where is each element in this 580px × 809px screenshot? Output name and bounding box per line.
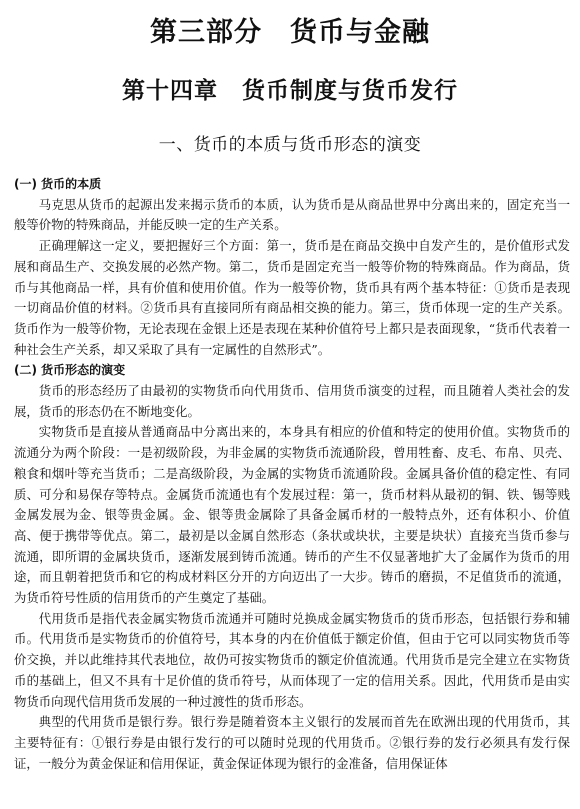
paragraph: 实物货币是直接从普通商品中分离出来的，本身具有相应的价值和特定的使用价值。实物货币的流通分为两个阶段：一是初级阶段，为非金属的实物货币流通阶段，曾用牲畜、皮毛、布帛、贝壳、粮食和烟叶等充当货币；二是高级阶段，为金属的实物货币流通阶段。金属具备价值的稳定性、有同质、可分和易保存等特点。金属货币流通也有个发展过程：第一，货币材料从最初的铜、铁、锡等贱金属发展为金、银等贵金属。金、银等贵金属除了具备金属币材的一般特点外，还有体积小、价值高、便于携带等优点。第二，最初是以金属自然形态（条状或块状，主要是块状）直接充当货币参与流通，即所谓的金属块货币，逐渐发展到铸币流通。铸币的产生不仅显著地扩大了金属作为货币的用途，而且朝着把货币和它的构成材料区分开的方向迈出了一大步。铸币的磨损，不足值货币的流通，为货币符号性质的信用货币的产生奠定了基础。 [14,424,570,606]
paragraph: 马克思从货币的起源出发来揭示货币的本质，认为货币是从商品世界中分离出来的，固定充当一般等价物的特殊商品，并能反映一定的生产关系。 [14,196,570,233]
chapter-title: 第十四章 货币制度与货币发行 [122,78,458,104]
part-title: 第三部分 货币与金融 [150,17,430,48]
paragraph: 货币的形态经历了由最初的实物货币向代用货币、信用货币演变的过程，而且随着人类社会的发展，货币的形态仍在不断地变化。 [14,383,570,419]
document-body [14,174,570,774]
subheading-money-essence: (一) 货币的本质 [14,177,102,191]
section-title: 一、货币的本质与货币形态的演变 [158,135,422,155]
paragraph: 代用货币是指代表金属实物货币流通并可随时兑换成金属实物货币的货币形态，包括银行券和辅币。代用货币是实物货币的价值符号，其本身的内在价值低于额定价值，但由于它可以同实物货币等价交换，并以此维持其代表地位，故仍可按实物货币的额定价值流通。代用货币是完全建立在实物货币的基础上，但又不具有十足价值的货币符号，从而体现了一定的信用关系。因此，代用货币是由实物货币向现代信用货币发展的一种过渡性的货币形态。 [14,610,570,709]
paragraph: 典型的代用货币是银行券。银行券是随着资本主义银行的发展而首先在欧洲出现的代用货币，其主要特征有：①银行券是由银行发行的可以随时兑现的代用货币。②银行券的发行必须具有发行保证，一般分为黄金保证和信用保证，黄金保证体现为银行的金准备，信用保证体 [14,714,570,771]
section-money-evolution [14,360,570,774]
section-money-essence [14,174,570,360]
subheading-money-evolution: (二) 货币形态的演变 [14,363,126,378]
paragraph: 正确理解这一定义，要把握好三个方面：第一，货币是在商品交换中自发产生的，是价值形式发展和商品生产、交换发展的必然产物。第二，货币是固定充当一般等价物的特殊商品。作为商品，货币与其他商品一样，具有价值和使用价值。作为一般等价物，货币具有两个基本特征：①货币是表现一切商品价值的材料。②货币具有直接同所有商品相交换的能力。第三，货币体现一定的生产关系。货币作为一般等价物，无论表现在金银上还是表现在某种价值符号上都只是表面现象，“货币代表着一种社会生产关系，却又采取了具有一定属性的自然形式”。 [14,238,570,357]
